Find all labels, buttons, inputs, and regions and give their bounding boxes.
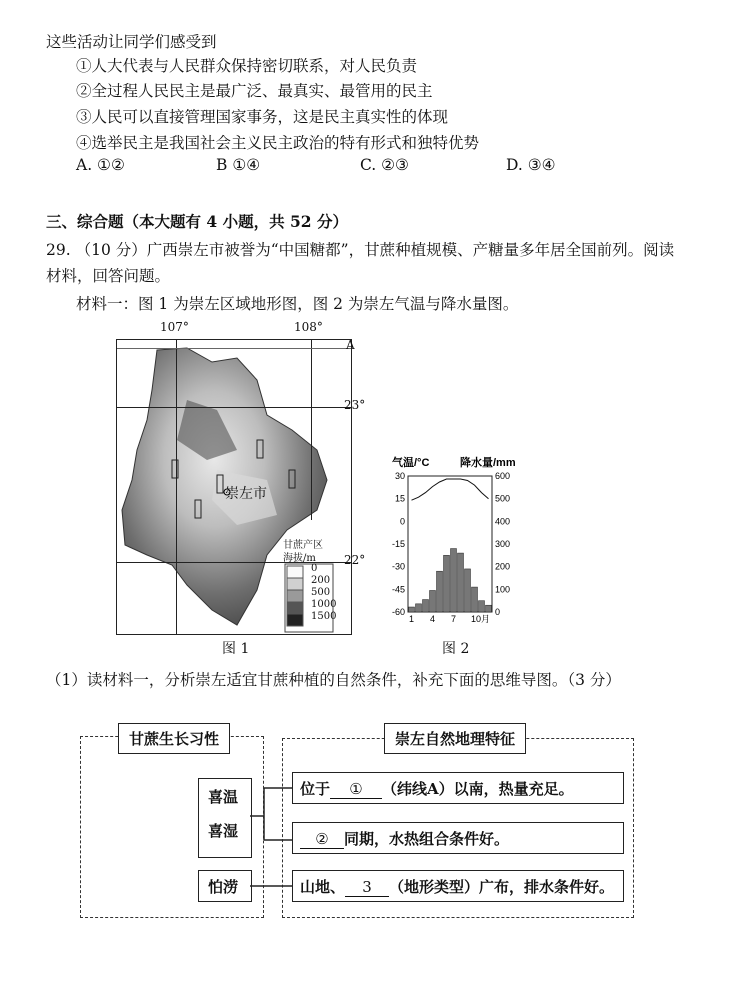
temperature-line xyxy=(412,479,489,500)
left-tick-label: 30 xyxy=(394,471,405,481)
climate-chart xyxy=(378,452,528,632)
habit-wet: 喜湿 xyxy=(208,822,239,840)
left-tick-label: -15 xyxy=(391,539,405,549)
precip-bar xyxy=(479,601,485,612)
legend-value-1500: 1500 xyxy=(311,611,337,622)
precip-bar xyxy=(465,569,471,612)
q29-line-2: 材料，回答问题。 xyxy=(46,267,171,285)
blank-1[interactable]: ① xyxy=(330,780,382,799)
blank-3[interactable]: 3 xyxy=(345,878,389,897)
precip-bar xyxy=(444,555,450,612)
x-tick-label: 4 xyxy=(429,614,436,624)
lon-label-108: 108° xyxy=(294,320,323,334)
q28-option-2: ②全过程人民民主是最广泛、最真实、最管用的民主 xyxy=(76,82,433,100)
legend-title-cane: 甘蔗产区 xyxy=(283,540,323,551)
x-tick-label: 7 xyxy=(450,614,457,624)
right-tick-label: 500 xyxy=(495,493,511,504)
y-left-title: 气温/°C xyxy=(392,457,430,469)
legend-value-200: 200 xyxy=(311,575,331,586)
q28-option-3: ③人民可以直接管理国家事务，这是民主真实性的体现 xyxy=(76,108,449,126)
left-tick-label: -30 xyxy=(391,561,405,572)
right-tick-label: 600 xyxy=(495,471,511,481)
question-1-prompt: （1）读材料一，分析崇左适宜甘蔗种植的自然条件，补充下面的思维导图。（3 分） xyxy=(46,671,621,689)
precip-bar xyxy=(409,607,415,612)
precip-bar xyxy=(416,604,422,612)
left-tick-label: 0 xyxy=(399,516,405,527)
q28-choice-b: B ①④ xyxy=(216,156,261,174)
q28-option-4: ④选举民主是我国社会主义民主政治的特有形式和独特优势 xyxy=(76,134,480,152)
lat-label-22: 22° xyxy=(344,553,366,567)
right-tick-label: 0 xyxy=(495,607,501,617)
feature-row-2-text: ② 同期，水热组合条件好。 xyxy=(300,828,509,849)
figure-2-caption: 图 2 xyxy=(442,641,470,657)
feature-row-3-text: 山地、 3 （地形类型）广布，排水条件好。 xyxy=(300,878,615,896)
feature-title: 崇左自然地理特征 xyxy=(384,723,526,754)
lat-label-23: 23° xyxy=(344,398,366,412)
y-right-title: 降水量/mm xyxy=(460,457,516,469)
legend-title-elev: 海拔/m xyxy=(283,553,316,564)
precip-bar xyxy=(430,590,436,612)
lon-label-107: 107° xyxy=(160,320,189,334)
figure-1-caption: 图 1 xyxy=(222,641,250,657)
city-label: 崇左市 xyxy=(225,486,267,502)
q28-option-1: ①人大代表与人民群众保持密切联系，对人民负责 xyxy=(76,57,418,75)
precip-bar xyxy=(472,587,478,612)
q28-choice-c: C. ②③ xyxy=(360,156,409,174)
q28-choice-a: A. ①② xyxy=(76,156,125,174)
right-tick-label: 100 xyxy=(495,584,511,595)
terrain-map xyxy=(116,339,352,635)
precip-bar xyxy=(437,571,443,612)
right-tick-label: 300 xyxy=(495,539,511,549)
q29-line-1: 29. （10 分）广西崇左市被誉为“中国糖都”，甘蔗种植规模、产糖量多年居全国前列。阅读 xyxy=(46,241,675,259)
legend-value-500: 500 xyxy=(311,587,331,598)
material-one: 材料一：图 1 为崇左区域地形图，图 2 为崇左气温与降水量图。 xyxy=(76,295,519,313)
left-tick-label: -60 xyxy=(391,607,405,617)
precip-bar xyxy=(486,605,492,612)
feature-row-1-text: 位于 ① （纬线A）以南，热量充足。 xyxy=(300,780,574,798)
q28-stem: 这些活动让同学们感受到 xyxy=(46,33,217,51)
q28-choice-d: D. ③④ xyxy=(506,156,556,174)
precip-bar xyxy=(423,600,429,612)
habit-warm: 喜温 xyxy=(208,788,239,806)
right-tick-label: 200 xyxy=(495,561,511,572)
x-tick-label: 1 xyxy=(408,614,415,624)
right-tick-label: 400 xyxy=(495,516,511,527)
x-tick-label: 10月 xyxy=(470,614,491,624)
precip-bar xyxy=(451,549,457,612)
left-tick-label: -45 xyxy=(391,584,405,595)
habit-waterlogging: 怕涝 xyxy=(208,878,239,896)
legend-value-0: 0 xyxy=(311,563,318,574)
blank-2[interactable]: ② xyxy=(300,830,344,849)
left-tick-label: 15 xyxy=(394,493,405,504)
latitude-line-a-label: A xyxy=(346,338,355,352)
connectors xyxy=(250,770,294,910)
section-heading: 三、综合题（本大题有 4 小题，共 52 分） xyxy=(46,212,348,231)
habit-title: 甘蔗生长习性 xyxy=(118,723,230,754)
precip-bar xyxy=(458,553,464,612)
legend-value-1000: 1000 xyxy=(311,599,337,610)
